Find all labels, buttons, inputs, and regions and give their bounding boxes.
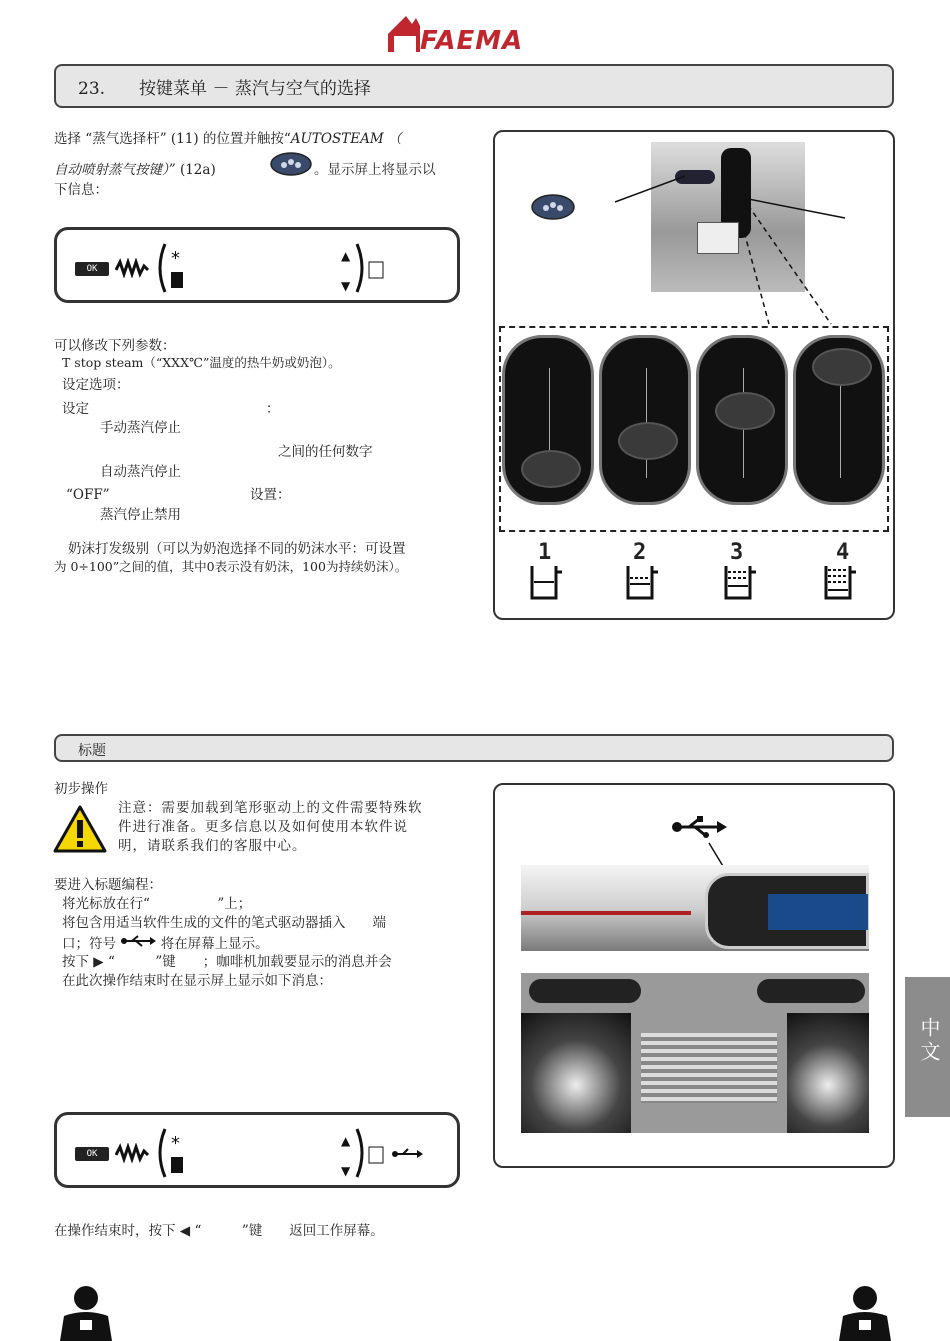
step-5: 在此次操作结束时在显示屏上显示如下消息： xyxy=(62,973,332,989)
display-housing xyxy=(705,873,869,949)
display-bracket-left-icon xyxy=(153,1125,193,1181)
display-bracket-right-icon xyxy=(337,1125,387,1181)
intro-autosteam: AUTOSTEAM （ xyxy=(290,131,402,147)
intro-line1 xyxy=(54,130,401,148)
intro-line2-end: 。显示屏上将显示以 xyxy=(314,162,436,178)
display-bracket-right-icon xyxy=(337,240,387,296)
intro-line3: 下信息： xyxy=(54,182,108,198)
option-set: 设定 xyxy=(62,401,89,417)
cup-number-4: 4 xyxy=(836,540,850,565)
button-panel-left xyxy=(529,979,641,1003)
option-set-colon: ： xyxy=(266,401,280,417)
section2-title: 标题 xyxy=(78,743,106,759)
lcd-display-usb xyxy=(54,1112,460,1188)
step-3-text: 口；符号 xyxy=(62,936,116,952)
option-manual-stop: 手动蒸汽停止 xyxy=(100,420,181,436)
usb-icon xyxy=(391,1147,423,1161)
options-title: 设定选项： xyxy=(62,377,130,393)
language-tab xyxy=(905,977,950,1117)
initial-ops: 初步操作 xyxy=(54,781,108,797)
usb-icon xyxy=(120,934,156,948)
lcd-ok-indicator: OK xyxy=(75,262,109,276)
language-tab-label: 中文 xyxy=(917,1017,941,1065)
display-bracket-left-icon xyxy=(153,240,193,296)
step-2: 将包含用适当软件生成的文件的笔式驱动器插入 端 xyxy=(62,915,386,931)
params-title: 可以修改下列参数： xyxy=(54,338,176,354)
barista-icon xyxy=(56,1284,116,1341)
usb-icon xyxy=(671,815,727,839)
intro-line2 xyxy=(54,161,216,179)
end-line: 在操作结束时，按下 ◀ “ ”键 返回工作屏幕。 xyxy=(54,1223,384,1239)
svg-text:▼: ▼ xyxy=(341,279,351,293)
intro-text: 选择 “蒸气选择杆” (11) 的位置并触按“ xyxy=(54,131,291,147)
warning-line2: 件进行准备。更多信息以及如何使用本软件说 xyxy=(118,819,408,835)
faema-logo xyxy=(386,14,566,54)
svg-text:*: * xyxy=(171,248,180,269)
svg-text:▲: ▲ xyxy=(341,249,351,263)
option-off: “OFF” xyxy=(66,487,110,503)
lcd-display xyxy=(54,227,460,303)
autosteam-button-icon xyxy=(270,152,312,176)
group-head-right xyxy=(787,1013,869,1133)
option-stop-disabled: 蒸汽停止禁用 xyxy=(100,507,181,523)
svg-text:▲: ▲ xyxy=(341,1134,351,1148)
lever-position-3 xyxy=(696,335,788,505)
drip-tray xyxy=(641,1033,777,1103)
group-head-left xyxy=(521,1013,631,1133)
barista-icon xyxy=(835,1284,895,1341)
option-setting: 设置： xyxy=(250,487,291,503)
step-3-text-b: 将在屏幕上显示。 xyxy=(160,936,269,952)
cup-milk-icon xyxy=(528,564,564,600)
wave-icon xyxy=(115,258,149,278)
machine-front-photo xyxy=(521,973,869,1133)
lever-position-1 xyxy=(502,335,594,505)
red-strip xyxy=(521,911,691,915)
step-4: 按下 ▶ “ ”键 ；咖啡机加载要显示的消息并会 xyxy=(62,954,392,970)
section2-title-bar xyxy=(54,734,894,762)
button-panel-right xyxy=(757,979,865,1003)
display-screen xyxy=(768,894,868,930)
param-t-stop-steam: T stop steam（“XXX℃”温度的热牛奶或奶泡）。 xyxy=(62,355,341,370)
froth-line2: 为 0÷100”之间的值，其中0表示没有奶沫，100为持续奶沫）。 xyxy=(54,559,408,574)
lever-position-2 xyxy=(599,335,691,505)
svg-text:▼: ▼ xyxy=(341,1164,351,1178)
cup-full-foam-icon xyxy=(822,564,858,600)
option-auto-stop: 自动蒸汽停止 xyxy=(100,464,181,480)
intro-autosteam-desc: 自动喷射蒸气按键）” xyxy=(54,162,176,178)
warning-icon xyxy=(52,804,108,854)
section-title: 23. 按键菜单 － 蒸汽与空气的选择 xyxy=(78,79,371,99)
callout-lines xyxy=(495,132,893,332)
lcd-ok-indicator: OK xyxy=(75,1147,109,1161)
cup-number-3: 3 xyxy=(730,540,744,565)
intro-ref: (12a) xyxy=(179,162,216,178)
froth-line1: 奶沫打发级别（可以为奶泡选择不同的奶沫水平：可设置 xyxy=(68,541,406,557)
section-title-bar xyxy=(54,64,894,108)
enter-prog: 要进入标题编程： xyxy=(54,877,162,893)
warning-line3: 明，请联系我们的客服中心。 xyxy=(118,838,307,854)
cup-medium-foam-icon xyxy=(722,564,758,600)
usb-port-illustration xyxy=(493,783,895,1168)
step-1: 将光标放在行“ ”上； xyxy=(62,896,252,912)
warning-line1: 注意：需要加载到笔形驱动上的文件需要特殊软 xyxy=(118,800,423,816)
cup-number-2: 2 xyxy=(633,540,647,565)
option-any-number: 之间的任何数字 xyxy=(278,444,373,460)
wave-icon xyxy=(115,1143,149,1163)
lever-position-4 xyxy=(793,335,885,505)
step-3 xyxy=(62,934,269,953)
brand-name: FAEMA xyxy=(420,26,524,56)
cup-light-foam-icon xyxy=(624,564,660,600)
cup-number-1: 1 xyxy=(538,540,552,565)
svg-text:*: * xyxy=(171,1133,180,1154)
machine-top-photo xyxy=(521,865,869,951)
